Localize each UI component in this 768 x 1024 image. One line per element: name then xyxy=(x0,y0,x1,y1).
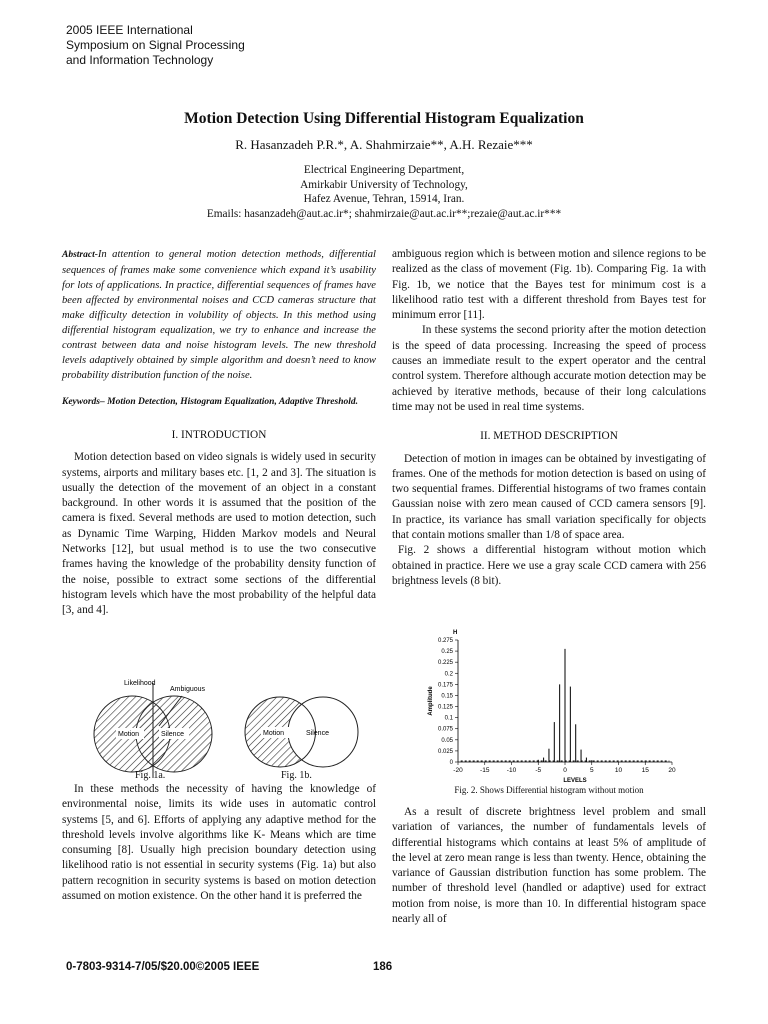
x-tick-label: 15 xyxy=(641,767,649,774)
x-tick-label: 0 xyxy=(563,767,567,774)
figure-1-venn xyxy=(62,678,380,782)
affiliation-line: Amirkabir University of Technology, xyxy=(300,178,468,191)
y-tick-label: 0.05 xyxy=(441,737,453,744)
y-tick-label: 0.075 xyxy=(437,726,453,733)
left-column xyxy=(62,247,376,619)
y-tick-label: 0.225 xyxy=(437,660,453,667)
y-tick-label: 0 xyxy=(449,760,453,766)
method-paragraph: As a result of discrete brightness level problem and small variation of variances, the number of fundamentals levels of differential histograms which contains at least 5% of amplitude of the level at zero mean range is less than twenty. Hence, obtaining the variance of Gaussian distribution function has some problem. The number of threshold level (handled or adaptive) used for extract motion from noise, is more than 10. In differential histogram space nearly all of xyxy=(392,806,706,926)
conference-header xyxy=(66,23,245,68)
intro-paragraph: In these methods the necessity of having the knowledge of environmental noise, limits its wide uses in automatic control systems [5, and 6]. Efforts of applying any adaptive method for the threshold levels involve algorithms like K- Means which are time consuming [8]. Usually high precision boundary detection using likelihood ratio is not essential in security systems (Fig. 1a) but also pattern recognition in security systems is based on motion detection assumed on motion existence. On the other hand it is preferred the xyxy=(62,783,376,903)
silence-label: Silence xyxy=(306,730,329,737)
body-paragraph: ambiguous region which is between motion and silence regions to be realized as the class of movement (Fig. 1b). Comparing Fig. 1a with Fig. 1b, we notice that the Bayes test for minimum cost is a likelihood ratio test with a different threshold from Bayes test for minimum error [11]. xyxy=(392,248,706,322)
paper-authors: R. Hasanzadeh P.R.*, A. Shahmirzaie**, A.H. Rezaie*** xyxy=(235,137,533,152)
affiliation-emails: Emails: hasanzadeh@aut.ac.ir*; shahmirzaie@aut.ac.ir**;rezaie@aut.ac.ir*** xyxy=(206,207,562,220)
y-tick-label: 0.025 xyxy=(437,748,453,755)
fig2-caption: Fig. 2. Shows Differential histogram without motion xyxy=(454,785,644,795)
right-column-continued xyxy=(392,805,706,927)
x-tick-label: -15 xyxy=(480,767,490,774)
ambiguous-label: Ambiguous xyxy=(170,686,206,693)
fig1a-caption: Fig. 1a. xyxy=(135,770,166,781)
keywords: Keywords– Motion Detection, Histogram Equalization, Adaptive Threshold. xyxy=(62,397,359,407)
footer-isbn: 0-7803-9314-7/05/$20.00©2005 IEEE xyxy=(66,961,260,973)
y-axis-label: Amplitude xyxy=(428,686,434,716)
y-tick-label: 0.175 xyxy=(437,682,453,689)
conference-line: Symposium on Signal Processing xyxy=(66,38,245,52)
motion-label: Motion xyxy=(118,731,140,738)
abstract-label: Abstract- xyxy=(62,250,98,260)
left-column-continued xyxy=(62,782,376,904)
method-paragraph: Detection of motion in images can be obtained by investigating of frames. One of the methods for motion detection is based on using of two sequential frames. Differential histograms of two frames contain Gaussian noise with zero mean caused of CCD camera sensors [9]. In practice, its variance has small variation specifically for objects that contain motions smaller than 1/8 of space area. xyxy=(392,452,706,542)
page-number: 186 xyxy=(373,961,393,973)
affiliation xyxy=(0,163,768,221)
affiliation-line: Electrical Engineering Department, xyxy=(303,164,465,176)
paper-title: Motion Detection Using Differential Histogram Equalization xyxy=(184,110,584,127)
y-tick-label: 0.15 xyxy=(441,693,453,700)
y-tick-label: 0.2 xyxy=(444,671,453,678)
likelihood-label: Likelihood xyxy=(124,680,156,687)
fig1b-caption: Fig. 1b. xyxy=(281,770,312,781)
figure-2-histogram xyxy=(420,626,690,786)
method-paragraph: Fig. 2 shows a differential histogram without motion which obtained in practice. Here we use a gray scale CCD camera with 256 brightness levels (8 bit). xyxy=(392,544,706,587)
x-tick-label: -5 xyxy=(535,767,542,774)
silence-label: Silence xyxy=(161,731,184,738)
y-tick-label: 0.125 xyxy=(437,704,453,711)
right-column xyxy=(392,247,706,589)
intro-paragraph: Motion detection based on video signals is widely used in security systems, airports and military bases etc. [1, 2 and 3]. The situation is usually the detection of the movement of an object in a constant background. In other words it is assumed that the position of the camera is fixed. Several methods are used to motion detection, such as Dynamic Time Warping, Hidden Markov models and Neural Networks [12], but usual method is to use the two consecutive frames having the knowledge of the probability density function of the noise, possible to extract some sections of the differential histogram levels which have the most probability of the helpful data [3, and 4]. xyxy=(62,451,376,617)
chart-title: H xyxy=(453,630,458,636)
abstract xyxy=(62,247,376,383)
abstract-text: In attention to general motion detection methods, differential sequences of frames make some convenience which expand it’s usability for lots of applications. In practice, differential sequences of frames have been affected by environmental noises and CCD cameras structure that make difficulty detection in volubility of objects. In this method using differential histogram equalization, we try to enhance and increase the contrast between data and noise histogram levels. The new threshold levels adaptively obtained by simple algorithm and doesn’t need to know probability distribution function of the noise. xyxy=(62,249,376,381)
x-tick-label: 10 xyxy=(614,767,623,774)
motion-label: Motion xyxy=(263,730,285,737)
affiliation-line: Hafez Avenue, Tehran, 15914, Iran. xyxy=(303,193,465,206)
x-tick-label: 5 xyxy=(589,767,594,774)
conference-line: and Information Technology xyxy=(66,53,214,67)
section-heading-method: II. METHOD DESCRIPTION xyxy=(480,430,618,443)
body-paragraph: In these systems the second priority after the motion detection is the speed of data processing. Increasing the speed of process causes an immediate result to the expert operator and the central control system. Therefore although accurate motion detection may be achieved by iterative methods, because of their long calculations time may not be used in real time systems. xyxy=(392,324,706,413)
x-tick-label: -10 xyxy=(506,767,517,774)
conference-line: 2005 IEEE International xyxy=(66,23,193,37)
y-tick-label: 0.25 xyxy=(441,649,453,656)
y-tick-label: 0.275 xyxy=(437,638,453,644)
x-tick-label: 20 xyxy=(668,767,676,774)
x-tick-label: -20 xyxy=(453,767,463,774)
section-heading-introduction: I. INTRODUCTION xyxy=(171,429,267,441)
x-axis-label: LEVELS xyxy=(563,778,587,784)
y-tick-label: 0.1 xyxy=(444,715,453,722)
